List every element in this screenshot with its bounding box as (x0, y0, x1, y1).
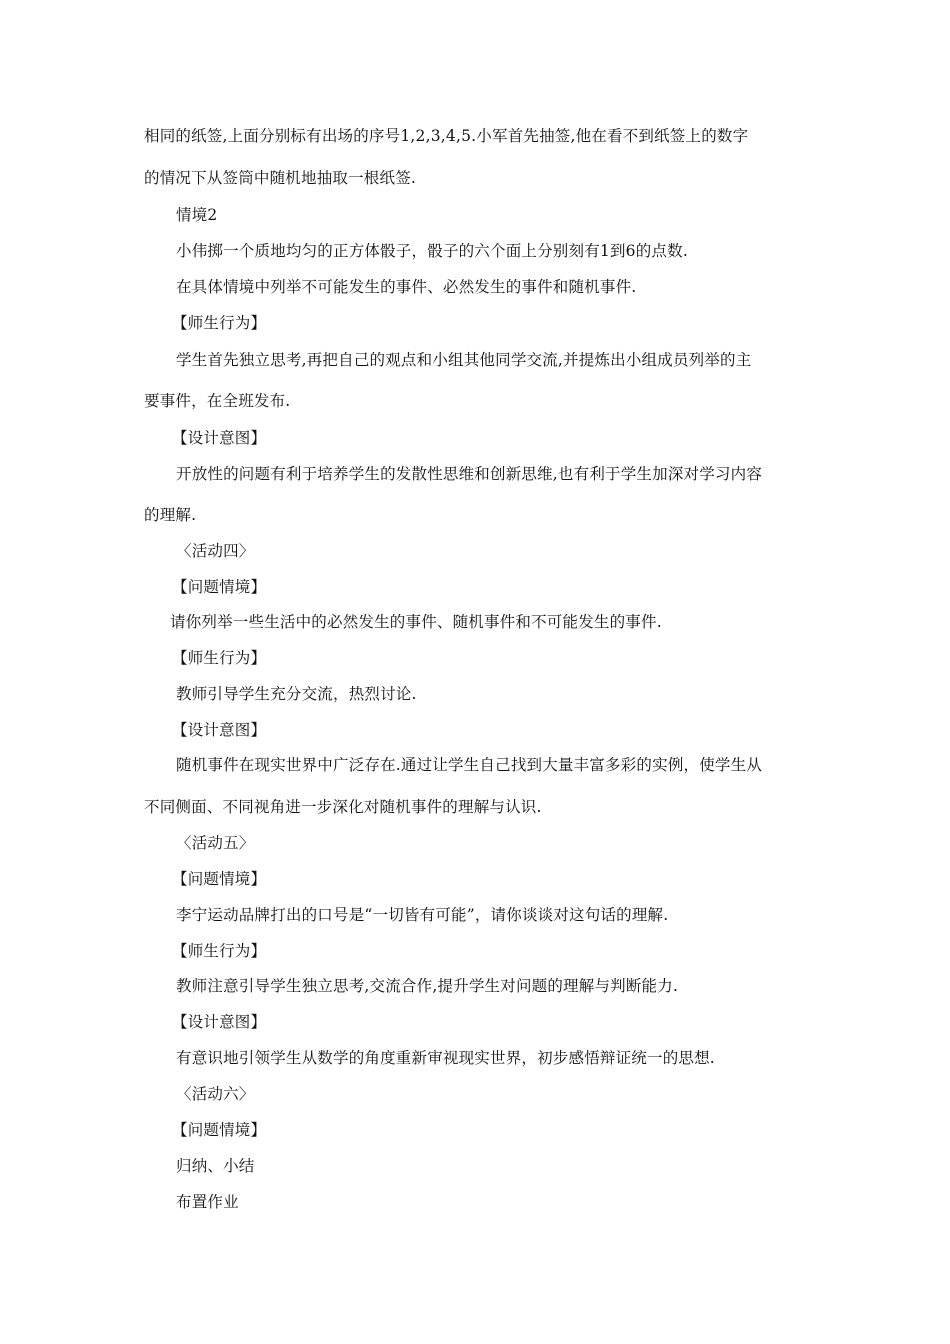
section-heading: 情境2 (176, 206, 218, 224)
paragraph-line: 相同的纸签,上面分别标有出场的序号1,2,3,4,5.小军首先抽签,他在看不到纸签上的数字 (144, 127, 749, 145)
paragraph-line: 开放性的问题有利于培养学生的发散性思维和创新思维,也有利于学生加深对学习内容 (176, 465, 763, 483)
section-heading: 【师生行为】 (172, 649, 267, 667)
paragraph-line: 布置作业 (176, 1193, 239, 1211)
paragraph-line: 教师引导学生充分交流，热烈讨论. (176, 685, 417, 703)
paragraph-line: 在具体情境中列举不可能发生的事件、必然发生的事件和随机事件. (176, 278, 637, 296)
paragraph-line: 的情况下从签筒中随机地抽取一根纸签. (144, 169, 417, 187)
paragraph-line: 不同侧面、不同视角进一步深化对随机事件的理解与认识. (144, 798, 542, 816)
section-heading: 【师生行为】 (172, 314, 267, 332)
activity-heading: 〈活动四〉 (176, 542, 255, 560)
activity-heading: 〈活动五〉 (176, 834, 255, 852)
paragraph-line: 有意识地引领学生从数学的角度重新审视现实世界，初步感悟辩证统一的思想. (176, 1049, 715, 1067)
activity-heading: 〈活动六〉 (176, 1085, 255, 1103)
paragraph-line: 请你列举一些生活中的必然发生的事件、随机事件和不可能发生的事件. (170, 613, 662, 631)
section-heading: 【设计意图】 (172, 429, 267, 447)
section-heading: 【问题情境】 (172, 1121, 267, 1139)
section-heading: 【师生行为】 (172, 942, 267, 960)
section-heading: 【设计意图】 (172, 721, 267, 739)
section-heading: 【设计意图】 (172, 1013, 267, 1031)
paragraph-line: 随机事件在现实世界中广泛存在.通过让学生自己找到大量丰富多彩的实例，使学生从 (176, 756, 763, 774)
section-heading: 【问题情境】 (172, 578, 267, 596)
paragraph-line: 小伟掷一个质地均匀的正方体骰子，骰子的六个面上分别刻有1到6的点数. (176, 242, 688, 260)
paragraph-line: 学生首先独立思考,再把自己的观点和小组其他同学交流,并提炼出小组成员列举的主 (176, 351, 752, 369)
paragraph-line: 的理解. (144, 506, 197, 524)
paragraph-line: 要事件，在全班发布. (144, 392, 291, 410)
section-heading: 【问题情境】 (172, 870, 267, 888)
paragraph-line: 归纳、小结 (176, 1157, 255, 1175)
paragraph-line: 教师注意引导学生独立思考,交流合作,提升学生对问题的理解与判断能力. (176, 977, 679, 995)
paragraph-line: 李宁运动品牌打出的口号是“一切皆有可能”，请你谈谈对这句话的理解. (176, 906, 669, 924)
